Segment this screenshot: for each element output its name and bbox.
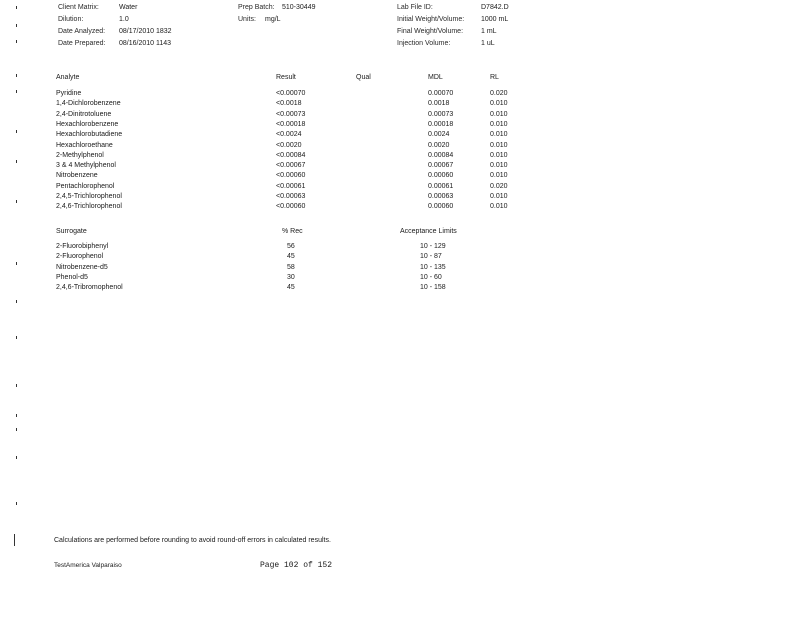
- analyte-name: Pentachlorophenol: [56, 182, 115, 190]
- date-analyzed-value: 08/17/2010 1832: [119, 28, 172, 35]
- limits-column-header: Acceptance Limits: [400, 228, 457, 235]
- analyte-name: 2,4,6-Trichlorophenol: [56, 203, 122, 211]
- analyte-row: [0, 183, 800, 193]
- prep-batch-value: 510-30449: [282, 4, 316, 11]
- surrogate-name: Nitrobenzene-d5: [56, 263, 108, 271]
- analyte-row: [0, 152, 800, 162]
- analyte-mdl: 0.0018: [428, 100, 450, 108]
- mdl-column-header: MDL: [428, 74, 443, 81]
- surrogate-row: [0, 284, 800, 294]
- analyte-name: Hexachlorobutadiene: [56, 131, 123, 139]
- analyte-header-row: [0, 74, 800, 84]
- analyte-name: Hexachloroethane: [56, 141, 113, 149]
- units-value: mg/L: [265, 16, 281, 23]
- final-weight-label: Final Weight/Volume:: [397, 28, 464, 35]
- analyte-result: <0.00018: [276, 120, 306, 128]
- analyte-name: 2-Methylphenol: [56, 151, 104, 159]
- analyte-rl: 0.010: [490, 120, 508, 128]
- analyte-result: <0.00061: [276, 182, 306, 190]
- analyte-mdl: 0.00070: [428, 90, 454, 97]
- analyte-result: <0.00073: [276, 110, 306, 118]
- analyte-row: [0, 172, 800, 182]
- date-analyzed-label: Date Analyzed:: [58, 28, 106, 35]
- surrogate-header-row: [0, 228, 800, 238]
- analyte-rl: 0.020: [490, 182, 508, 190]
- prep-batch-label: Prep Batch:: [238, 4, 275, 11]
- surrogate-row: [0, 253, 800, 263]
- client-matrix-label: Client Matrix:: [58, 4, 99, 11]
- analyte-mdl: 0.0020: [428, 141, 450, 149]
- surrogate-limits: 10 - 135: [420, 263, 446, 271]
- surrogate-rec: 45: [287, 284, 295, 292]
- analyte-row: [0, 131, 800, 141]
- surrogate-name: Phenol-d5: [56, 273, 88, 281]
- surrogate-limits: 10 - 158: [420, 284, 446, 292]
- analyte-rl: 0.010: [490, 203, 508, 211]
- analyte-result: <0.00067: [276, 162, 306, 170]
- analyte-mdl: 0.00063: [428, 193, 454, 200]
- surrogate-rec: 56: [287, 243, 295, 250]
- analyte-rl: 0.010: [490, 141, 508, 149]
- analyte-result: <0.00084: [276, 151, 306, 159]
- date-prepared-value: 08/16/2010 1143: [119, 40, 172, 47]
- analyte-result: <0.00060: [276, 203, 306, 211]
- analyte-name: 1,4-Dichlorobenzene: [56, 100, 121, 108]
- analyte-row: [0, 90, 800, 100]
- surrogate-row: [0, 274, 800, 284]
- surrogate-row: [0, 264, 800, 274]
- result-column-header: Result: [276, 74, 296, 81]
- injection-volume-label: Injection Volume:: [397, 40, 451, 47]
- surrogate-rec: 30: [287, 273, 295, 281]
- surrogate-rec: 58: [287, 263, 295, 271]
- analyte-result: <0.0020: [276, 141, 302, 149]
- dilution-label: Dilution:: [58, 16, 84, 23]
- analyte-mdl: 0.00067: [428, 162, 454, 170]
- rl-column-header: RL: [490, 74, 499, 81]
- analyte-row: [0, 193, 800, 203]
- analyte-row: [0, 142, 800, 152]
- analyte-row: [0, 121, 800, 131]
- analyte-row: [0, 100, 800, 110]
- surrogate-row: [0, 243, 800, 253]
- final-weight-value: 1 mL: [481, 28, 497, 35]
- analyte-result: <0.0018: [276, 100, 302, 108]
- analyte-name: 2,4,5-Trichlorophenol: [56, 193, 122, 200]
- lab-file-id-label: Lab File ID:: [397, 4, 433, 11]
- date-prepared-label: Date Prepared:: [58, 40, 106, 47]
- lab-file-id-value: D7842.D: [481, 4, 509, 11]
- analyte-rl: 0.010: [490, 131, 508, 139]
- analyte-row: [0, 203, 800, 213]
- analyte-rl: 0.010: [490, 162, 508, 170]
- analyte-rl: 0.010: [490, 172, 508, 180]
- analyte-mdl: 0.00061: [428, 182, 454, 190]
- analyte-mdl: 0.0024: [428, 131, 450, 139]
- analyte-rl: 0.020: [490, 90, 508, 97]
- surrogate-name: 2,4,6-Tribromophenol: [56, 284, 123, 292]
- rec-column-header: % Rec: [282, 228, 303, 235]
- surrogate-rec: 45: [287, 253, 295, 261]
- analyte-rl: 0.010: [490, 100, 508, 108]
- surrogate-limits: 10 - 87: [420, 253, 442, 261]
- surrogate-column-header: Surrogate: [56, 228, 87, 235]
- units-label: Units:: [238, 16, 256, 23]
- analyte-mdl: 0.00018: [428, 120, 454, 128]
- analyte-name: Pyridine: [56, 90, 82, 97]
- lab-name: TestAmerica Valparaiso: [54, 562, 122, 569]
- analyte-result: <0.00060: [276, 172, 306, 180]
- analyte-name: Hexachlorobenzene: [56, 120, 119, 128]
- analyte-row: [0, 111, 800, 121]
- analyte-mdl: 0.00073: [428, 110, 454, 118]
- analyte-column-header: Analyte: [56, 74, 80, 81]
- analyte-rl: 0.010: [490, 151, 508, 159]
- analyte-row: [0, 162, 800, 172]
- analyte-result: <0.00063: [276, 193, 306, 200]
- analyte-result: <0.00070: [276, 90, 306, 97]
- analyte-rl: 0.010: [490, 110, 508, 118]
- surrogate-limits: 10 - 129: [420, 243, 446, 250]
- injection-volume-value: 1 uL: [481, 40, 495, 47]
- analyte-mdl: 0.00084: [428, 151, 454, 159]
- analyte-mdl: 0.00060: [428, 172, 454, 180]
- analyte-mdl: 0.00060: [428, 203, 454, 211]
- analyte-name: Nitrobenzene: [56, 172, 98, 180]
- dilution-value: 1.0: [119, 16, 129, 23]
- analyte-name: 2,4-Dinitrotoluene: [56, 110, 112, 118]
- analyte-result: <0.0024: [276, 131, 302, 139]
- surrogate-limits: 10 - 60: [420, 273, 442, 281]
- page-number: Page 102 of 152: [260, 561, 333, 570]
- qual-column-header: Qual: [356, 74, 371, 81]
- calculation-note: Calculations are performed before rounding to avoid round-off errors in calculated results.: [54, 537, 331, 544]
- initial-weight-label: Initial Weight/Volume:: [397, 16, 465, 23]
- surrogate-name: 2-Fluorophenol: [56, 253, 104, 261]
- analyte-name: 3 & 4 Methylphenol: [56, 162, 116, 170]
- analyte-rl: 0.010: [490, 193, 508, 200]
- client-matrix-value: Water: [119, 4, 138, 11]
- initial-weight-value: 1000 mL: [481, 16, 509, 23]
- surrogate-name: 2-Fluorobiphenyl: [56, 243, 109, 250]
